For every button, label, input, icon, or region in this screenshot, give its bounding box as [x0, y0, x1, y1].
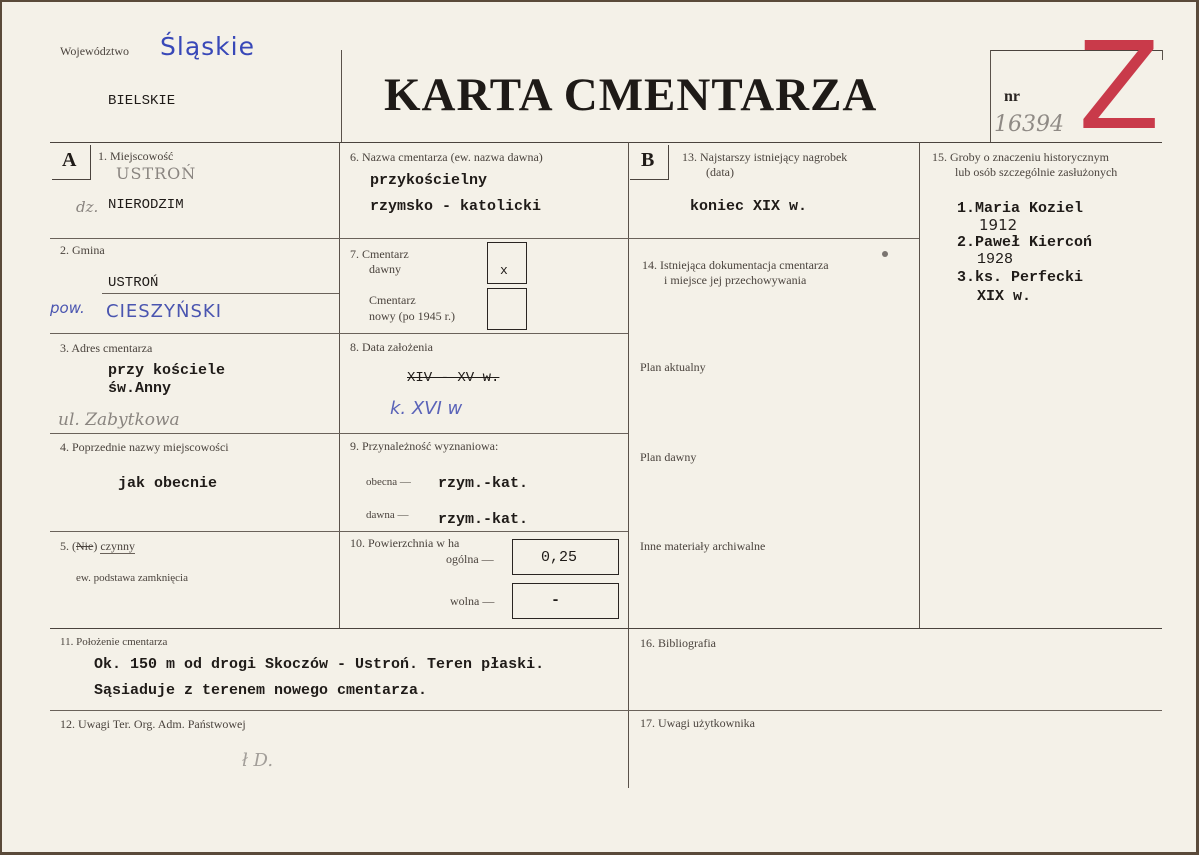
f15-label-2: lub osób szczególnie zasłużonych: [955, 165, 1118, 179]
f7-nowy-checkbox[interactable]: [487, 288, 527, 330]
f15-label-1: 15. Groby o znaczeniu historycznym: [932, 150, 1109, 164]
f5-active: czynny: [100, 539, 135, 553]
f7-dawny-mark: x: [500, 263, 508, 278]
f8-struck-value: XIV - XV w.: [407, 370, 500, 386]
grave-2: 2.Paweł Kiercoń: [957, 234, 1093, 251]
f2-value: USTROŃ: [108, 275, 159, 291]
f9-obecna-label: obecna —: [366, 476, 411, 488]
ink-dot: [882, 251, 888, 257]
line-a3: [50, 433, 339, 434]
line-gmina-pow: [102, 293, 339, 294]
f13-label-1: 13. Najstarszy istniejący nagrobek: [682, 150, 848, 164]
f7-nowy-label-2: nowy (po 1945 r.): [369, 309, 455, 323]
f3-line2: św.Anny: [108, 380, 172, 397]
line-a1: [50, 238, 339, 239]
f1-label: 1. Miejscowość: [98, 149, 174, 163]
f5-post: ): [93, 539, 101, 553]
f3-label: 3. Adres cmentarza: [60, 341, 153, 355]
f12-pencil: ł D.: [242, 750, 274, 771]
line-a4: [50, 531, 339, 532]
f2-hand-value: CIESZYŃSKI: [106, 301, 223, 322]
f7-dawny-checkbox[interactable]: [487, 242, 527, 284]
f14-label-1: 14. Istniejąca dokumentacja cmentarza: [642, 258, 829, 272]
f7-dawny-label: dawny: [369, 262, 401, 276]
f1-value: NIERODZIM: [108, 197, 184, 213]
f11-line1: Ok. 150 m od drogi Skoczów - Ustroń. Teren płaski.: [94, 656, 545, 673]
f9-dawna-value: rzym.-kat.: [438, 511, 529, 528]
f10-wolna-label: wolna —: [450, 594, 495, 608]
f8-label: 8. Data założenia: [350, 340, 433, 354]
f10-wolna-value: -: [551, 592, 561, 609]
f5-pre: 5. (: [60, 539, 76, 553]
f17-label: 17. Uwagi użytkownika: [640, 716, 755, 730]
line-m2: [339, 333, 628, 334]
grid-top-line: [50, 142, 1162, 143]
grave-2-year: 1928: [977, 251, 1014, 268]
page-title: KARTA CMENTARZA: [384, 69, 878, 121]
f5-struck: Nie: [76, 539, 94, 553]
line-b1: [628, 238, 919, 239]
nr-box-right-tick: [1162, 50, 1163, 60]
grave-3: 3.ks. Perfecki: [957, 269, 1084, 286]
f10-ogolna-value: 0,25: [541, 549, 578, 566]
f1-pencil: USTROŃ: [116, 164, 197, 183]
f11-line2: Sąsiaduje z terenem nowego cmentarza.: [94, 682, 428, 699]
f7-nowy-label-1: Cmentarz: [369, 293, 416, 307]
col-divider-3: [919, 142, 920, 628]
f10-wolna-field[interactable]: [512, 583, 619, 619]
f16-label: 16. Bibliografia: [640, 636, 716, 650]
f14-label-2: i miejsce jej przechowywania: [664, 273, 807, 287]
cemetery-card: [2, 2, 1196, 852]
nr-letter-stamp: Z: [1078, 18, 1161, 157]
region-name: BIELSKIE: [108, 93, 176, 109]
f13-label-2: (data): [706, 165, 734, 179]
f5-label: [60, 539, 135, 554]
grid-mid-line: [50, 628, 1162, 629]
f6-label: 6. Nazwa cmentarza (ew. nazwa dawna): [350, 150, 543, 164]
f2-hand-prefix: pow.: [50, 299, 85, 317]
f3-pencil: ul. Zabytkowa: [58, 410, 180, 430]
section-b-letter: B: [641, 149, 655, 171]
grave-1-year: 1912: [979, 216, 1018, 234]
inne-materialy-label: Inne materiały archiwalne: [640, 539, 766, 553]
f8-hand-correction: k. XVI w: [390, 398, 463, 419]
section-a-letter: A: [62, 149, 77, 171]
f10-ogolna-label: ogólna —: [446, 552, 494, 566]
f2-label: 2. Gmina: [60, 243, 105, 257]
plan-aktualny-label: Plan aktualny: [640, 360, 706, 374]
f7-label: 7. Cmentarz: [350, 247, 409, 261]
line-a2: [50, 333, 339, 334]
f11-label: 11. Położenie cmentarza: [60, 636, 168, 648]
f4-label: 4. Poprzednie nazwy miejscowości: [60, 440, 229, 454]
line-m3: [339, 433, 628, 434]
f13-value: koniec XIX w.: [690, 198, 808, 215]
plan-dawny-label: Plan dawny: [640, 450, 697, 464]
header-divider: [341, 50, 342, 142]
f9-obecna-value: rzym.-kat.: [438, 475, 529, 492]
col-divider-1: [339, 142, 340, 628]
nr-box-left: [990, 50, 991, 142]
f9-label: 9. Przynależność wyznaniowa:: [350, 439, 499, 453]
line-m1: [339, 238, 628, 239]
f6-line2: rzymsko - katolicki: [370, 198, 542, 215]
grave-3-year: XIX w.: [977, 288, 1032, 305]
grave-1: 1.Maria Koziel: [957, 200, 1084, 217]
line-bottom: [50, 710, 1162, 711]
f10-label: 10. Powierzchnia w ha: [350, 536, 460, 550]
f3-line1: przy kościele: [108, 362, 226, 379]
wojewodztwo-label: Województwo: [60, 44, 130, 58]
line-m4: [339, 531, 628, 532]
f6-line1: przykościelny: [370, 172, 488, 189]
f5-sub: ew. podstawa zamknięcia: [76, 572, 188, 584]
wojewodztwo-stamp: Śląskie: [160, 32, 255, 61]
nr-label: nr: [1004, 88, 1020, 105]
f9-dawna-label: dawna —: [366, 509, 409, 521]
f1-prefix: dz.: [76, 198, 99, 216]
f4-value: jak obecnie: [118, 475, 218, 492]
f10-ogolna-field[interactable]: [512, 539, 619, 575]
f12-label: 12. Uwagi Ter. Org. Adm. Państwowej: [60, 717, 246, 731]
nr-number: 16394: [994, 112, 1064, 137]
